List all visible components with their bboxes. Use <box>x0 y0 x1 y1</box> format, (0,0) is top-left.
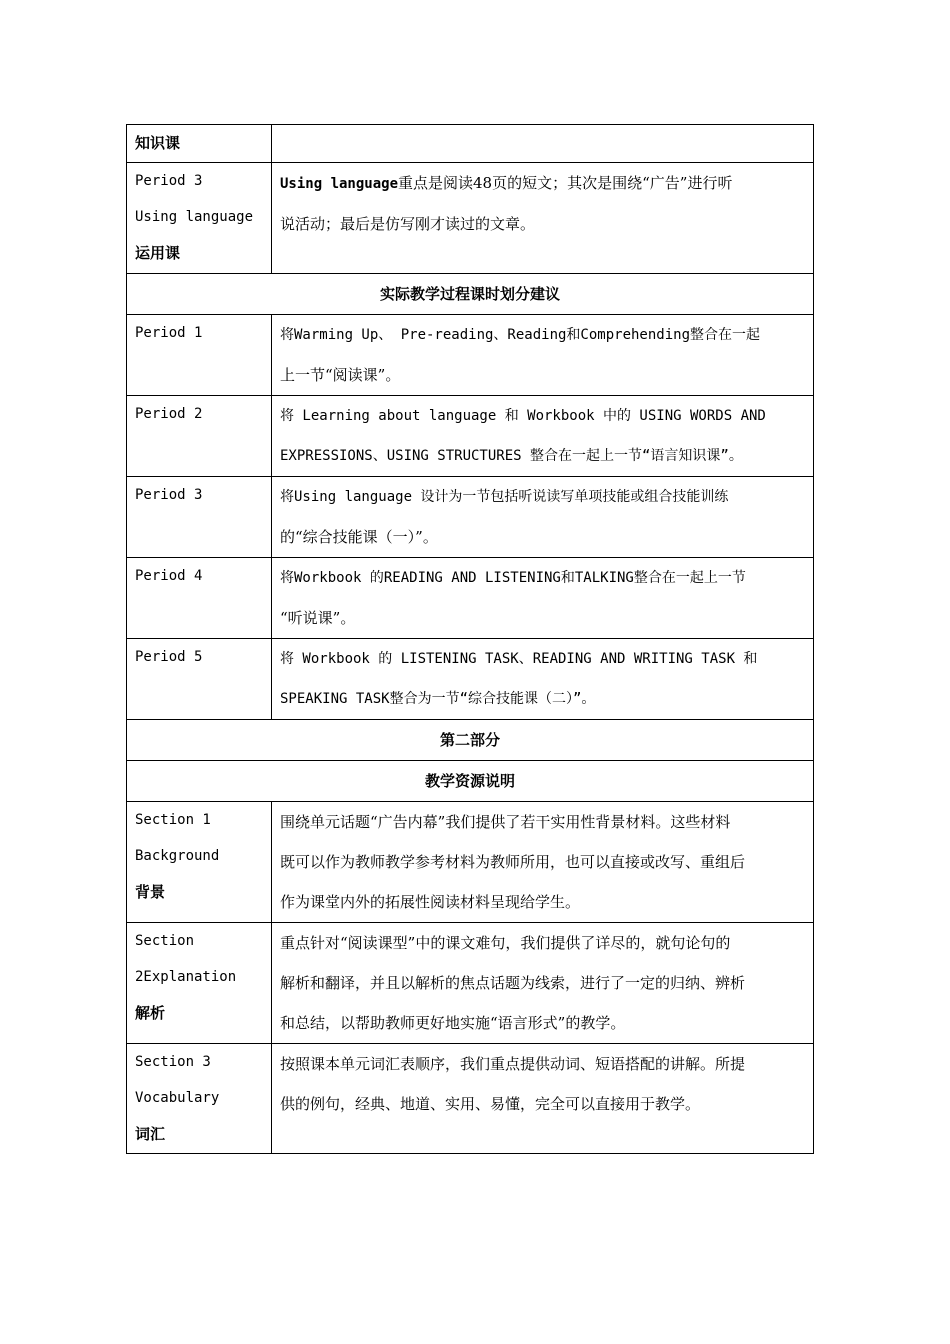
row-label: 词汇 <box>135 1125 166 1143</box>
cell-text: 将 Learning about language 和 Workbook 中的 USING WORDS AND <box>280 408 766 424</box>
left-cell <box>127 396 272 477</box>
cell-text: 将Warming Up、 Pre-reading、Reading和Comprehending整合在一起 <box>280 327 761 343</box>
section-header-row <box>127 761 814 802</box>
row-label: 2Explanation <box>135 969 237 985</box>
section-header: 教学资源说明 <box>127 761 814 802</box>
cell-text: SPEAKING TASK整合为一节“综合技能课（二）”。 <box>280 691 596 707</box>
row-label: 背景 <box>135 883 166 901</box>
right-cell <box>272 802 814 923</box>
row-label: 解析 <box>135 1004 166 1022</box>
table-row <box>127 1044 814 1154</box>
section-header: 第二部分 <box>127 720 814 761</box>
lesson-plan-table <box>126 124 814 1154</box>
cell-text: 重点是阅读48页的短文；其次是围绕“广告”进行听 <box>398 174 733 192</box>
cell-text: “听说课”。 <box>280 609 356 627</box>
left-cell <box>127 558 272 639</box>
row-label: Section 3 <box>135 1054 211 1070</box>
row-label: Period 3 <box>135 173 203 189</box>
cell-text: 重点针对“阅读课型”中的课文难句，我们提供了详尽的，就句论句的 <box>280 934 731 952</box>
row-label: 运用课 <box>135 244 181 262</box>
table-row <box>127 477 814 558</box>
section-header-row <box>127 274 814 315</box>
table-row <box>127 802 814 923</box>
table-row <box>127 639 814 720</box>
row-label: Period 1 <box>135 325 203 341</box>
row-label: Section <box>135 933 195 949</box>
cell-text: EXPRESSIONS、USING STRUCTURES 整合在一起上一节“语言知识课”。 <box>280 448 743 464</box>
right-cell <box>272 125 814 163</box>
section-header: 实际教学过程课时划分建议 <box>127 274 814 315</box>
left-cell <box>127 315 272 396</box>
right-cell <box>272 163 814 274</box>
section-header-row <box>127 720 814 761</box>
right-cell <box>272 923 814 1044</box>
left-cell <box>127 1044 272 1154</box>
cell-text: 将Using language 设计为一节包括听说读写单项技能或组合技能训练 <box>280 489 729 505</box>
table-row <box>127 558 814 639</box>
right-cell <box>272 315 814 396</box>
lead-text: Using language <box>280 176 399 192</box>
row-label: Vocabulary <box>135 1090 220 1106</box>
table-row <box>127 396 814 477</box>
row-label: Background <box>135 848 220 864</box>
cell-text: 解析和翻译，并且以解析的焦点话题为线索，进行了一定的归纳、辨析 <box>280 974 746 992</box>
table-row <box>127 163 814 274</box>
right-cell <box>272 558 814 639</box>
table-row <box>127 923 814 1044</box>
right-cell <box>272 639 814 720</box>
right-cell <box>272 477 814 558</box>
table-row <box>127 315 814 396</box>
left-cell <box>127 802 272 923</box>
table-row <box>127 125 814 163</box>
left-cell <box>127 163 272 274</box>
left-cell <box>127 639 272 720</box>
cell-text: 供的例句，经典、地道、实用、易懂，完全可以直接用于教学。 <box>280 1095 701 1113</box>
row-label: Period 4 <box>135 568 203 584</box>
cell-text: 的“综合技能课（一）”。 <box>280 528 438 546</box>
left-cell <box>127 477 272 558</box>
cell-text: 将 Workbook 的 LISTENING TASK、READING AND WRITING TASK 和 <box>280 651 758 667</box>
left-cell <box>127 125 272 163</box>
right-cell <box>272 1044 814 1154</box>
row-label: Period 2 <box>135 406 203 422</box>
row-label: Using language <box>135 209 254 225</box>
row-label: Period 3 <box>135 487 203 503</box>
row-label: 知识课 <box>135 134 181 152</box>
row-label: Section 1 <box>135 812 211 828</box>
cell-text: 和总结，以帮助教师更好地实施“语言形式”的教学。 <box>280 1014 626 1032</box>
row-label: Period 5 <box>135 649 203 665</box>
cell-text: 围绕单元话题“广告内幕”我们提供了若干实用性背景材料。这些材料 <box>280 813 731 831</box>
cell-text: 上一节“阅读课”。 <box>280 366 401 384</box>
right-cell <box>272 396 814 477</box>
cell-text: 按照课本单元词汇表顺序，我们重点提供动词、短语搭配的讲解。所提 <box>280 1055 746 1073</box>
cell-text: 说活动；最后是仿写刚才读过的文章。 <box>280 215 536 233</box>
cell-text: 既可以作为教师教学参考材料为教师所用，也可以直接或改写、重组后 <box>280 853 746 871</box>
cell-text: 作为课堂内外的拓展性阅读材料呈现给学生。 <box>280 893 581 911</box>
left-cell <box>127 923 272 1044</box>
cell-text: 将Workbook 的READING AND LISTENING和TALKING整合在一起上一节 <box>280 570 746 586</box>
